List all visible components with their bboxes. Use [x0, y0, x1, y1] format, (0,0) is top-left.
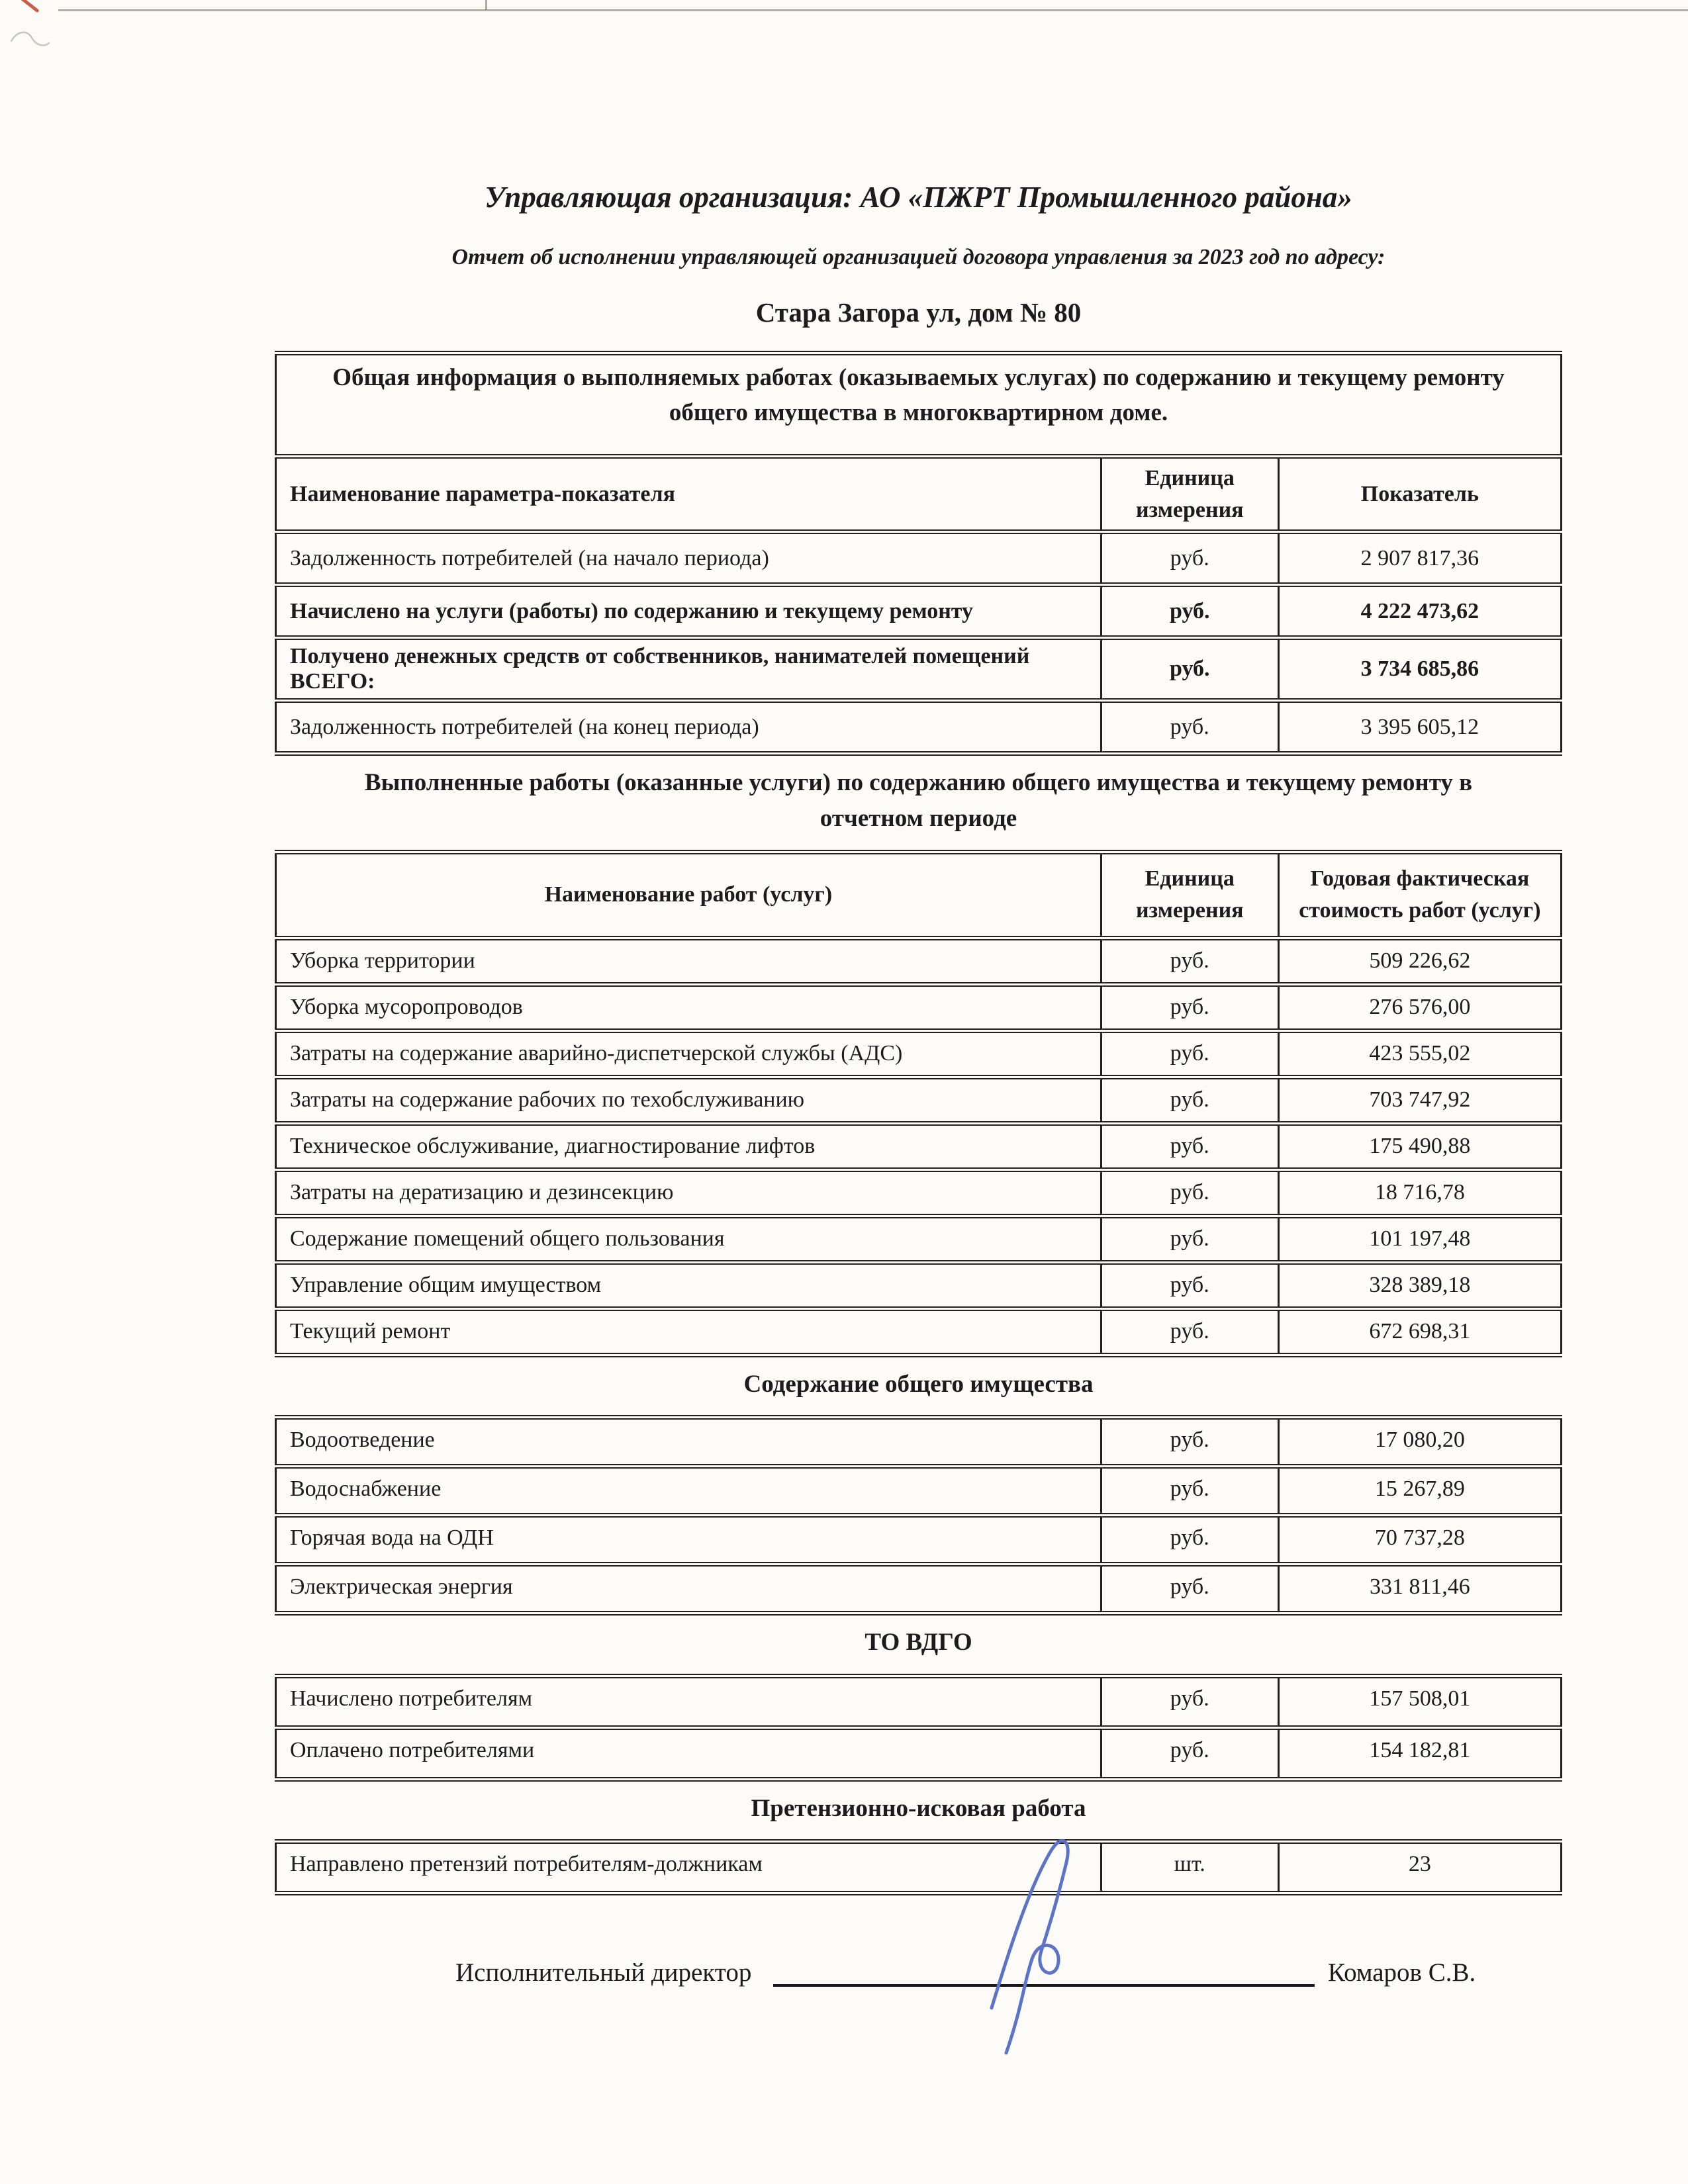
row-value: 3 734 685,86 — [1278, 638, 1561, 701]
table-row — [276, 1418, 1562, 1467]
row-label: Направлено претензий потребителям-должникам — [276, 1842, 1102, 1893]
row-value: 276 576,00 — [1278, 984, 1561, 1030]
row-value: 101 197,48 — [1278, 1216, 1561, 1262]
column-header-annual-cost: Годовая фактическая стоимость работ (услуг) — [1278, 852, 1561, 938]
row-unit: руб. — [1101, 1262, 1278, 1308]
table-row — [276, 1262, 1562, 1308]
row-unit: руб. — [1101, 585, 1278, 638]
row-label: Начислено на услуги (работы) по содержанию и текущему ремонту — [276, 585, 1102, 638]
row-value: 703 747,92 — [1278, 1077, 1561, 1123]
row-label: Задолженность потребителей (на конец периода) — [276, 701, 1102, 754]
row-label: Техническое обслуживание, диагностирование лифтов — [276, 1123, 1102, 1169]
row-label: Задолженность потребителей (на начало периода) — [276, 532, 1102, 585]
column-header-work-name: Наименование работ (услуг) — [276, 852, 1102, 938]
row-label: Затраты на содержание аварийно-диспетчерской службы (АДС) — [276, 1030, 1102, 1077]
table-row — [276, 1727, 1562, 1779]
row-label: Горячая вода на ОДН — [276, 1516, 1102, 1565]
table-row — [276, 1123, 1562, 1169]
row-unit: руб. — [1101, 1077, 1278, 1123]
row-label: Начислено потребителям — [276, 1676, 1102, 1727]
row-unit: руб. — [1101, 1467, 1278, 1516]
table-caption: Общая информация о выполняемых работах (оказываемых услугах) по содержанию и текущему ремонту общего имущества в многоквартирном доме. — [276, 353, 1562, 457]
row-unit: руб. — [1101, 1676, 1278, 1727]
column-header-unit: Единица измерения — [1101, 852, 1278, 938]
section-heading-vdgo: ТО ВДГО — [865, 1629, 972, 1657]
row-label: Содержание помещений общего пользования — [276, 1216, 1102, 1262]
row-label: Уборка территории — [276, 938, 1102, 984]
scan-artifact-squiggle — [9, 28, 56, 50]
row-value: 17 080,20 — [1278, 1418, 1561, 1467]
section-heading-common-property: Содержание общего имущества — [743, 1370, 1094, 1398]
row-unit: руб. — [1101, 638, 1278, 701]
row-value: 15 267,89 — [1278, 1467, 1561, 1516]
table-row — [276, 1308, 1562, 1355]
general-info-table — [275, 351, 1562, 756]
row-unit: руб. — [1101, 938, 1278, 984]
row-unit: руб. — [1101, 701, 1278, 754]
row-value: 18 716,78 — [1278, 1169, 1561, 1216]
managing-organization-title: Управляющая организация: АО «ПЖРТ Промышленного района» — [485, 181, 1352, 214]
row-label: Затраты на дератизацию и дезинсекцию — [276, 1169, 1102, 1216]
row-unit: руб. — [1101, 1516, 1278, 1565]
scan-artifact-red-mark — [19, 0, 39, 13]
row-value: 2 907 817,36 — [1278, 532, 1561, 585]
table-row — [276, 1077, 1562, 1123]
table-row — [276, 1169, 1562, 1216]
handwritten-signature — [927, 1835, 1125, 2060]
table-row — [276, 1565, 1562, 1614]
row-unit: руб. — [1101, 1418, 1278, 1467]
row-unit: руб. — [1101, 1216, 1278, 1262]
row-label: Водоотведение — [276, 1418, 1102, 1467]
row-value: 672 698,31 — [1278, 1308, 1561, 1355]
signature-person-name: Комаров С.В. — [1328, 1958, 1476, 1987]
row-value: 331 811,46 — [1278, 1565, 1561, 1614]
row-value: 154 182,81 — [1278, 1727, 1561, 1779]
claims-table — [275, 1839, 1562, 1895]
row-unit: руб. — [1101, 1123, 1278, 1169]
column-header-parameter-name: Наименование параметра-показателя — [276, 457, 1102, 532]
table-row — [276, 701, 1562, 754]
row-unit: руб. — [1101, 1727, 1278, 1779]
table-row — [276, 984, 1562, 1030]
row-value: 423 555,02 — [1278, 1030, 1561, 1077]
row-value: 3 395 605,12 — [1278, 701, 1561, 754]
row-label: Водоснабжение — [276, 1467, 1102, 1516]
table-header-row — [276, 852, 1562, 938]
table-row — [276, 585, 1562, 638]
row-unit: руб. — [1101, 984, 1278, 1030]
table-header-row — [276, 457, 1562, 532]
row-unit: руб. — [1101, 1565, 1278, 1614]
performed-works-table — [275, 850, 1562, 1357]
document-page — [275, 0, 1562, 1895]
row-label: Электрическая энергия — [276, 1565, 1102, 1614]
row-label: Уборка мусоропроводов — [276, 984, 1102, 1030]
row-label: Получено денежных средств от собственников, нанимателей помещений ВСЕГО: — [276, 638, 1102, 701]
row-unit: шт. — [1101, 1842, 1278, 1893]
report-subtitle: Отчет об исполнении управляющей организацией договора управления за 2023 год по адресу: — [451, 245, 1385, 269]
row-value: 4 222 473,62 — [1278, 585, 1561, 638]
table-row — [276, 638, 1562, 701]
vdgo-table — [275, 1674, 1562, 1782]
row-value: 175 490,88 — [1278, 1123, 1561, 1169]
table-row — [276, 1467, 1562, 1516]
row-unit: руб. — [1101, 1308, 1278, 1355]
row-label: Оплачено потребителями — [276, 1727, 1102, 1779]
row-value: 157 508,01 — [1278, 1676, 1561, 1727]
row-value: 23 — [1278, 1842, 1561, 1893]
row-unit: руб. — [1101, 1169, 1278, 1216]
table-row — [276, 938, 1562, 984]
row-label: Управление общим имуществом — [276, 1262, 1102, 1308]
table-row — [276, 1516, 1562, 1565]
row-value: 328 389,18 — [1278, 1262, 1561, 1308]
row-value: 70 737,28 — [1278, 1516, 1561, 1565]
row-label: Затраты на содержание рабочих по техобслуживанию — [276, 1077, 1102, 1123]
table-row — [276, 1030, 1562, 1077]
address-title: Стара Загора ул, дом № 80 — [755, 297, 1082, 328]
section-heading-performed-works: Выполненные работы (оказанные услуги) по содержанию общего имущества и текущему ремонту в отчетном периоде — [364, 769, 1473, 832]
common-property-table — [275, 1415, 1562, 1615]
table-row — [276, 1676, 1562, 1727]
table-row — [276, 532, 1562, 585]
row-unit: руб. — [1101, 532, 1278, 585]
table-row — [276, 1216, 1562, 1262]
row-label: Текущий ремонт — [276, 1308, 1102, 1355]
table-row — [276, 1842, 1562, 1893]
column-header-value: Показатель — [1278, 457, 1561, 532]
section-heading-claims: Претензионно-исковая работа — [751, 1794, 1086, 1822]
signature-position-label: Исполнительный директор — [455, 1958, 752, 1987]
column-header-unit: Единица измерения — [1101, 457, 1278, 532]
table-caption-row — [276, 353, 1562, 457]
row-unit: руб. — [1101, 1030, 1278, 1077]
row-value: 509 226,62 — [1278, 938, 1561, 984]
